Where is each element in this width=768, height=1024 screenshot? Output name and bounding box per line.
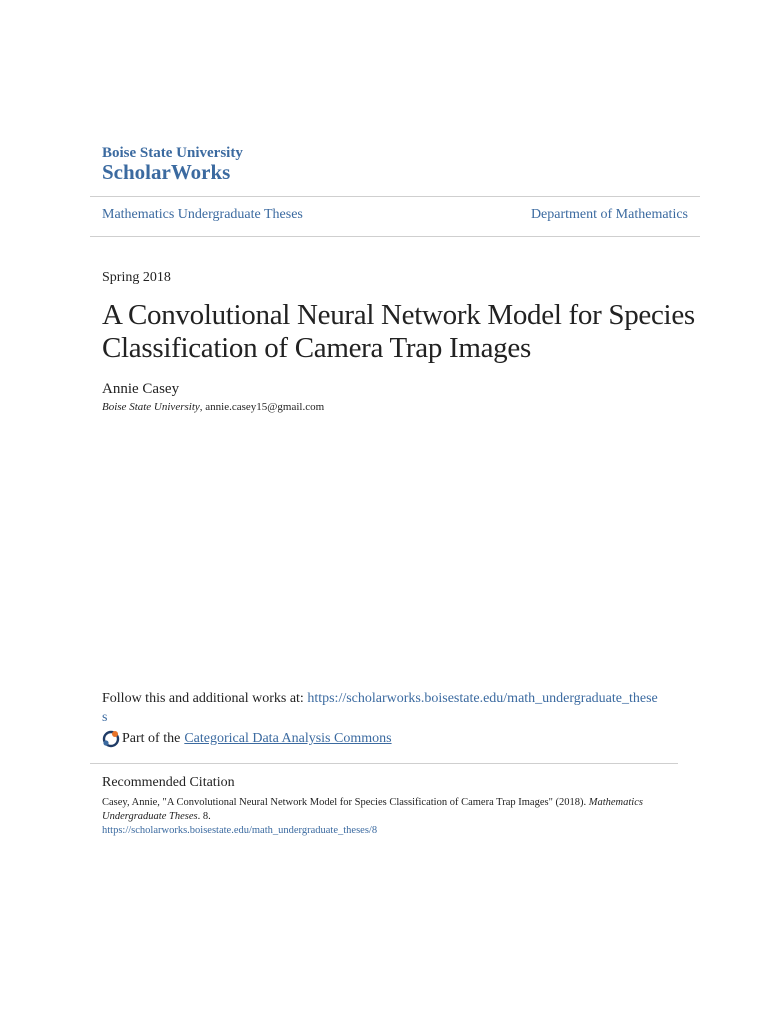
part-of-line: [102, 730, 392, 748]
scholarworks-logo-text[interactable]: ScholarWorks: [102, 160, 231, 184]
paper-title: A Convolutional Neural Network Model for Species Classification of Camera Trap Images: [102, 299, 695, 364]
top-divider: [90, 196, 700, 197]
author-email: , annie.casey15@gmail.com: [199, 401, 325, 413]
citation-series: Mathematics Undergraduate Theses: [102, 797, 643, 822]
university-name: Boise State University: [102, 145, 243, 161]
collection-url-link[interactable]: https://scholarworks.boisestate.edu/math_undergraduate_theses: [102, 691, 658, 725]
collection-link[interactable]: Mathematics Undergraduate Theses: [102, 207, 303, 222]
network-commons-icon: [102, 730, 120, 748]
citation-heading: Recommended Citation: [102, 775, 235, 790]
follow-statement: [102, 689, 662, 727]
citation-text: [102, 796, 662, 824]
author-affiliation: [102, 401, 324, 413]
affiliation-name: Boise State University: [102, 401, 200, 413]
citation-number: . 8.: [197, 811, 211, 822]
nav-bottom-divider: [90, 236, 700, 237]
citation-url-link[interactable]: https://scholarworks.boisestate.edu/math_undergraduate_theses/8: [102, 825, 378, 836]
citation-body: Casey, Annie, "A Convolutional Neural Network Model for Species Classification of Camera Trap Images" (2018).: [102, 797, 587, 808]
author-name: Annie Casey: [102, 381, 180, 397]
commons-link[interactable]: Categorical Data Analysis Commons: [184, 731, 392, 746]
department-link[interactable]: Department of Mathematics: [530, 207, 688, 222]
follow-prefix: Follow this and additional works at:: [102, 691, 308, 706]
part-of-prefix: Part of the: [122, 731, 181, 746]
citation-divider: [90, 763, 678, 764]
publication-date: Spring 2018: [102, 270, 171, 285]
